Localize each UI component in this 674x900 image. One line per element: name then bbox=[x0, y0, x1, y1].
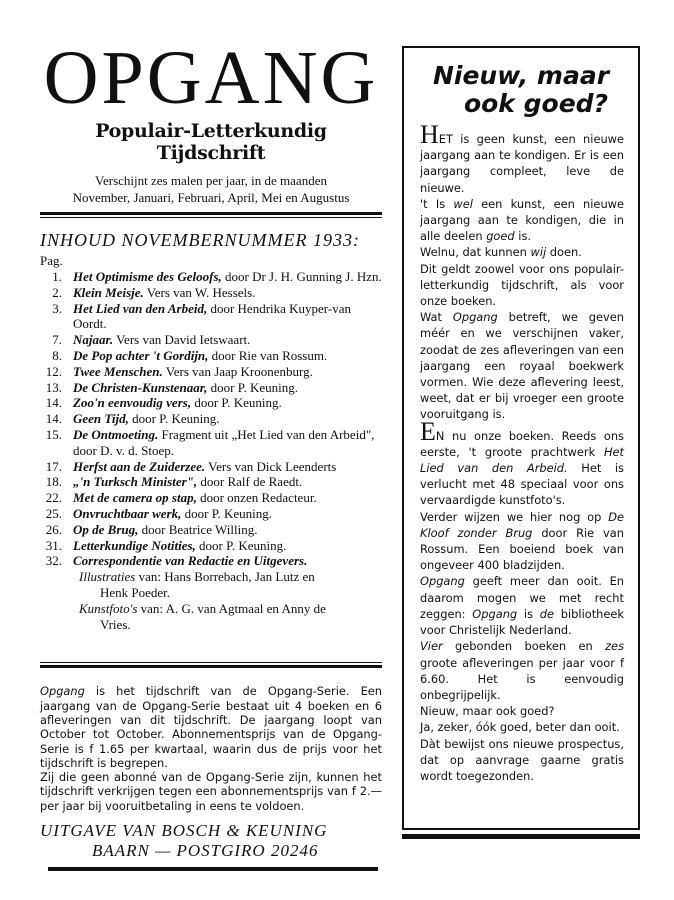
publisher-line: UITGAVE VAN BOSCH & KEUNING bbox=[40, 821, 328, 840]
masthead-subtitle: Populair-Letterkundig Tijdschrift bbox=[95, 120, 327, 164]
left-column bbox=[40, 36, 382, 871]
toc-page-number: 3. bbox=[52, 300, 62, 316]
toc-page-number: 13. bbox=[45, 379, 62, 395]
toc-author: door Rie van Rossum. bbox=[208, 347, 328, 363]
advertisement-box bbox=[402, 46, 640, 830]
toc-title: Het Optimisme des Geloofs, bbox=[73, 269, 222, 284]
frequency-line-1: Verschijnt zes malen per jaar, in de maanden bbox=[95, 173, 327, 188]
toc-page-number: 12. bbox=[45, 363, 62, 379]
toc-author: door onzen Redacteur. bbox=[196, 490, 317, 506]
toc-entry bbox=[40, 427, 382, 459]
toc-entry bbox=[40, 459, 382, 475]
toc-page-number: 32. bbox=[45, 553, 62, 569]
ad-title: Nieuw, maar ook goed? bbox=[432, 61, 610, 118]
toc-entry bbox=[40, 522, 382, 538]
toc-entry bbox=[40, 553, 382, 569]
toc-author: door P. Keuning. bbox=[195, 537, 287, 553]
toc-author: door Hendrika Kuyper-van Oordt. bbox=[73, 300, 351, 332]
postgiro-line: BAARN — POSTGIRO 20246 bbox=[92, 841, 319, 860]
toc-page-number: 17. bbox=[45, 458, 62, 474]
toc-page-number: 25. bbox=[45, 505, 62, 521]
toc-title: Met de camera op stap, bbox=[73, 490, 197, 506]
toc-entry bbox=[40, 332, 382, 348]
toc-title: Onvruchtbaar werk, bbox=[73, 505, 182, 521]
page-label: Pag. bbox=[40, 253, 63, 268]
contents-heading: INHOUD NOVEMBERNUMMER 1933: bbox=[40, 230, 360, 250]
toc-entry bbox=[40, 285, 382, 301]
toc-author: door P. Keuning. bbox=[207, 379, 299, 395]
frequency-line-2: November, Januari, Februari, April, Mei en Augustus bbox=[72, 190, 350, 205]
toc-title: Op de Brug, bbox=[73, 521, 139, 537]
toc-page-number: 26. bbox=[45, 521, 62, 537]
toc-page-number: 31. bbox=[45, 537, 62, 553]
toc-title: Letterkundige Notities, bbox=[73, 537, 196, 553]
toc-title: Klein Meisje. bbox=[73, 284, 144, 300]
toc-author: door P. Keuning. bbox=[181, 505, 272, 521]
divider bbox=[40, 212, 382, 218]
toc-title: De Pop achter 't Gordijn, bbox=[73, 347, 209, 363]
toc-page-number: 22. bbox=[45, 490, 62, 506]
table-of-contents bbox=[40, 269, 382, 569]
contributors bbox=[40, 569, 382, 632]
toc-title: Twee Menschen. bbox=[73, 363, 163, 379]
toc-page-number: 18. bbox=[45, 474, 62, 490]
toc-entry bbox=[40, 538, 382, 554]
toc-entry bbox=[40, 301, 382, 333]
subscription-notice: Opgang is het tijdschrift van de Opgang-Serie. Een jaargang van de Opgang-Serie bestaat uit 4 boeken en 6 afleveringen van dit tijdschrift. De jaargang loopt van October tot October. Abonnementsprijs van de Opgang-Serie is f 1.65 per kwartaal, waarin dus de prijs voor het tijdschrift is begrepen. Zij die geen abonné van de Opgang-Serie zijn, kunnen het tijdschrift verkrijgen tegen een abonnementsprijs van f 2.— per jaar bij vooruitbetaling in eens te voldoen. bbox=[40, 684, 382, 813]
toc-title: Correspondentie van Redactie en Uitgevers. bbox=[73, 553, 308, 569]
toc-entry bbox=[40, 395, 382, 411]
photos-credit: Kunstfoto's van: A. G. van Agtmaal en Anny de Vries. bbox=[79, 600, 326, 632]
toc-entry bbox=[40, 380, 382, 396]
illustrations-credit: Illustraties van: Hans Borrebach, Jan Lutz en Henk Poeder. bbox=[79, 569, 315, 600]
divider bbox=[48, 867, 378, 871]
toc-title: Herfst aan de Zuiderzee. bbox=[73, 458, 206, 474]
toc-entry bbox=[40, 411, 382, 427]
toc-page-number: 1. bbox=[52, 269, 62, 284]
toc-author: Vers van Dick Leenderts bbox=[205, 458, 337, 474]
toc-entry bbox=[40, 490, 382, 506]
toc-entry bbox=[40, 269, 382, 285]
toc-page-number: 8. bbox=[52, 347, 62, 363]
toc-author: Vers van David Ietswaart. bbox=[113, 332, 251, 348]
toc-entry bbox=[40, 474, 382, 490]
toc-entry bbox=[40, 506, 382, 522]
toc-title: Geen Tijd, bbox=[73, 411, 129, 427]
toc-author: door P. Keuning. bbox=[191, 395, 282, 411]
toc-page-number: 15. bbox=[45, 426, 62, 442]
toc-author: door Ralf de Raedt. bbox=[197, 474, 303, 490]
toc-author: door P. Keuning. bbox=[128, 411, 220, 427]
toc-author: Vers van Jaap Kroonenburg. bbox=[162, 363, 313, 379]
masthead-title: OPGANG bbox=[43, 36, 379, 120]
toc-page-number: 14. bbox=[45, 411, 62, 427]
toc-title: De Christen-Kunstenaar, bbox=[73, 379, 208, 395]
toc-entry bbox=[40, 348, 382, 364]
toc-entry bbox=[40, 364, 382, 380]
divider bbox=[40, 662, 382, 668]
toc-page-number: 2. bbox=[52, 284, 62, 300]
toc-page-number: 14. bbox=[45, 395, 62, 411]
divider bbox=[402, 834, 640, 839]
toc-title: „'n Turksch Minister", bbox=[73, 474, 198, 490]
toc-title: Zoo'n eenvoudig vers, bbox=[73, 395, 192, 411]
toc-author: door Dr J. H. Gunning J. Hzn. bbox=[221, 269, 382, 284]
toc-author: door Beatrice Willing. bbox=[138, 521, 258, 537]
ad-body: HET is geen kunst, een nieuwe jaargang aan te kondigen. Er is een jaargang compleet, leve de nieuwe. 't Is wel een kunst, een nieuwe jaargang aan te kondigen, die in alle deelen goed is. Welnu, dat kunnen wij doen. Dit geldt zoowel voor ons populair-letterkundig tijdschrift, als voor onze boeken. Wat Opgang betreft, we geven méér en we verschijnen vaker, zoodat de zes afleveringen van een jaargang een royaal boekwerk vormen. Wie deze aflevering leest, weet, dat er bij vroeger een groote vooruitgang is. EN nu onze boeken. Reeds ons eerste, 't groote prachtwerk Het Lied van den Arbeid. Het is verlucht met 48 speciaal voor ons vervaardigde kunstfoto's. Verder wijzen we hier nog op De Kloof zonder Brug door Rie van Rossum. Een boeiend boek van ongeveer 400 bladzijden. Opgang geeft meer dan ooit. En daarom mogen we met recht zeggen: Opgang is de bibliotheek voor Christelijk Nederland. Vier gebonden boeken en zes groote afleveringen per jaar voor f 6.60. Het is eenvoudig onbegrijpelijk. Nieuw, maar ook goed? Ja, zeker, óók goed, beter dan ooit. Dàt bewijst ons nieuwe prospectus, dat op aanvrage gaarne gratis wordt toegezonden. bbox=[420, 120, 624, 783]
toc-author: Fragment uit „Het Lied van den Arbeid", door D. v. d. Stoep. bbox=[73, 426, 375, 458]
publication-frequency bbox=[40, 172, 382, 206]
toc-author: Vers van W. Hessels. bbox=[143, 284, 256, 300]
toc-title: De Ontmoeting. bbox=[73, 426, 159, 442]
toc-title: Het Lied van den Arbeid, bbox=[73, 300, 208, 316]
toc-page-number: 7. bbox=[52, 332, 62, 348]
toc-title: Najaar. bbox=[73, 332, 114, 348]
